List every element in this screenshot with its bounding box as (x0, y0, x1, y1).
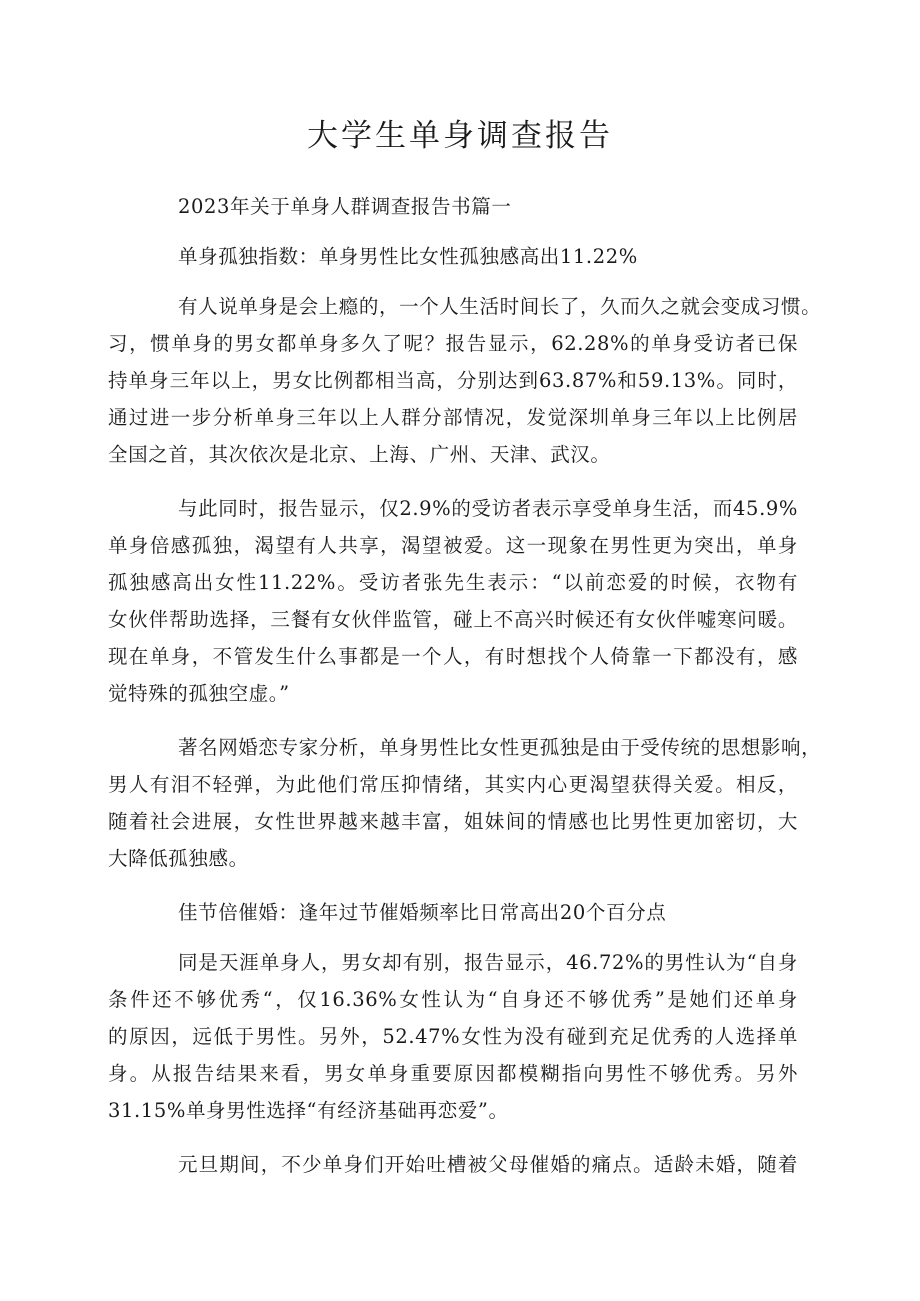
section-heading: 2023年关于单身人群调查报告书篇一 (178, 195, 512, 218)
paragraph-line: 习，惯单身的男女都单身多久了呢？报告显示，62.28%的单身受访者已保 (108, 332, 798, 355)
paragraph-line: 持单身三年以上，男女比例都相当高，分别达到63.87%和59.13%。同时， (108, 369, 798, 392)
paragraph-line: 单身倍感孤独，渴望有人共享，渴望被爱。这一现象在男性更为突出，单身 (108, 534, 798, 557)
paragraph-line: 女伙伴帮助选择，三餐有女伙伴监管，碰上不高兴时候还有女伙伴嘘寒问暖。 (108, 608, 798, 631)
paragraph-line: 条件还不够优秀“，仅16.36%女性认为“自身还不够优秀”是她们还单身 (108, 988, 798, 1011)
paragraph-line: 通过进一步分析单身三年以上人群分部情况，发觉深圳单身三年以上比例居 (108, 406, 798, 429)
paragraph-line: 男人有泪不轻弹，为此他们常压抑情绪，其实内心更渴望获得关爱。相反， (108, 773, 798, 796)
paragraph-line: 全国之首，其次依次是北京、上海、广州、天津、武汉。 (108, 443, 611, 466)
paragraph-line: 元旦期间，不少单身们开始吐槽被父母催婚的痛点。适龄未婚，随着 (178, 1153, 798, 1176)
paragraph-line: 同是天涯单身人，男女却有别，报告显示，46.72%的男性认为“自身 (178, 951, 798, 974)
paragraph-line: 觉特殊的孤独空虚。” (108, 682, 290, 705)
document-title: 大学生单身调查报告 (307, 118, 613, 154)
paragraph-line: 孤独感高出女性11.22%。受访者张先生表示：“以前恋爱的时候，衣物有 (108, 571, 798, 594)
paragraph-line: 的原因，远低于男性。另外，52.47%女性为没有碰到充足优秀的人选择单 (108, 1025, 798, 1048)
paragraph-line: 31.15%单身男性选择“有经济基础再恋爱”。 (108, 1099, 509, 1122)
section-heading: 单身孤独指数：单身男性比女性孤独感高出11.22% (178, 245, 638, 268)
paragraph-line: 身。从报告结果来看，男女单身重要原因都模糊指向男性不够优秀。另外 (108, 1062, 798, 1085)
paragraph-line: 随着社会进展，女性世界越来越丰富，姐妹间的情感也比男性更加密切，大 (108, 810, 798, 833)
section-heading: 佳节倍催婚：逢年过节催婚频率比日常高出20个百分点 (178, 901, 667, 924)
paragraph-line: 著名网婚恋专家分析，单身男性比女性更孤独是由于受传统的思想影响， (178, 736, 822, 759)
paragraph-line: 有人说单身是会上瘾的，一个人生活时间长了，久而久之就会变成习惯。 (178, 295, 822, 318)
paragraph-line: 与此同时，报告显示，仅2.9%的受访者表示享受单身生活，而45.9% (178, 497, 798, 520)
paragraph-line: 大降低孤独感。 (108, 847, 249, 870)
paragraph-line: 现在单身，不管发生什么事都是一个人，有时想找个人倚靠一下都没有，感 (108, 645, 798, 668)
